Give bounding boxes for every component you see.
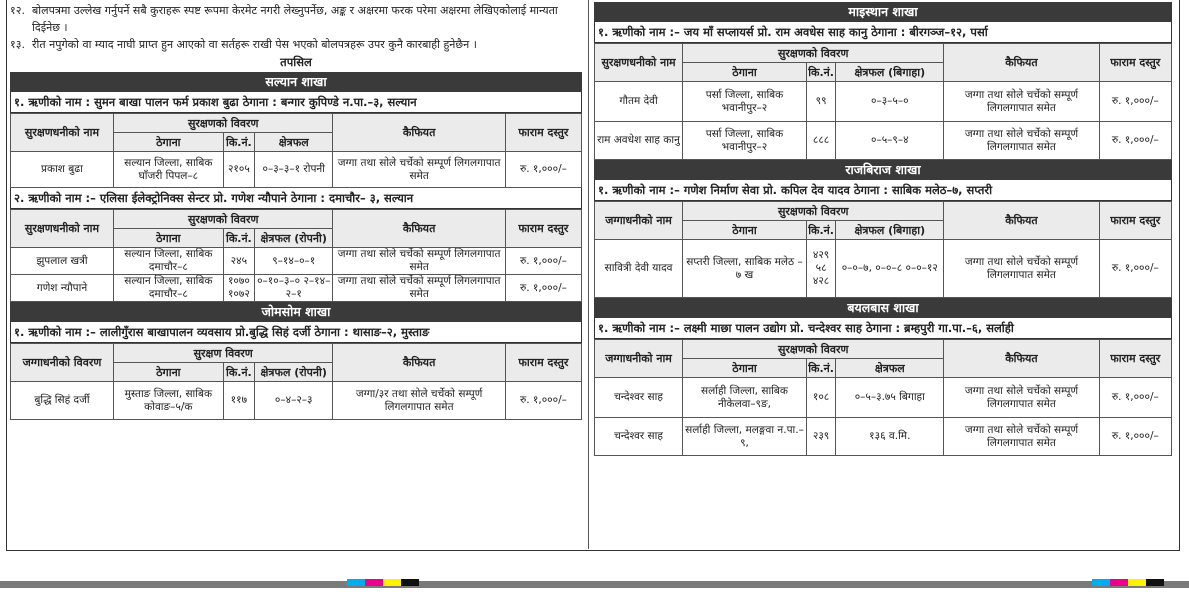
schedule-title: तपसिल: [280, 55, 312, 69]
fee-header: फाराम दस्तुर: [505, 210, 581, 248]
black-swatch: [1146, 579, 1164, 586]
area-cell: ०–४–२–३: [255, 382, 333, 420]
fee-header: फाराम दस्तुर: [1099, 202, 1171, 240]
fee-cell: रु. १,०००/–: [1099, 122, 1171, 160]
owner-cell: चन्देश्वर साह: [595, 378, 683, 418]
area-header: क्षेत्रफल (बिगाहा): [836, 221, 944, 240]
magenta-swatch: [1110, 579, 1128, 586]
kitta-header: कि.नं.: [806, 359, 835, 378]
remarks-cell: जग्गा तथा सोले चर्चेको सम्पूर्ण लिगलगापात समेत: [944, 240, 1099, 298]
owner-cell: चन्देश्वर साह: [595, 418, 683, 456]
owner-cell: सावित्री देवी यादव: [595, 240, 683, 298]
table-row: [11, 275, 582, 302]
term-text: रीत नपुगेको वा म्याद नाघी प्राप्त हुन आएको वा सर्तहरू राखी पेस भएको बोलपत्रहरू उपर कुनै कारबाही हुनेछैन ।: [32, 38, 477, 51]
term-number: १२.: [10, 4, 25, 17]
yellow-swatch: [1128, 579, 1146, 586]
area-header: क्षेत्रफल: [836, 359, 944, 378]
remarks-header: कैफियत: [333, 114, 505, 152]
branch-heading: जोमसोम शाखा: [10, 302, 582, 322]
term-text: बोलपत्रमा उल्लेख गर्नुपर्ने सबै कुराहरू स्पष्ट रूपमा केरमेट नगरी लेख्नुपर्नेछ, अङ्क र अक्षरमा फरक परेमा अक्षरमा लेखिएकोलाई मान्यता दिईनेछ ।: [32, 4, 558, 34]
kitta-cell: १०७० १०७२: [223, 275, 254, 302]
owner-header: सुरक्षणधनीको नाम: [11, 210, 114, 248]
table-header-row: [595, 202, 1172, 221]
remarks-cell: जग्गा तथा सोले चर्चेको सम्पूर्ण लिगलगापात समेत: [944, 378, 1099, 418]
collateral-table: [10, 209, 582, 302]
kitta-header: कि.नं.: [223, 133, 254, 152]
area-cell: १३६ व.मि.: [836, 418, 944, 456]
owner-header: सुरक्षणधनीको नाम: [595, 44, 683, 82]
remarks-cell: जग्गा तथा सोले चर्चेको सम्पूर्ण लिगलगापात समेत: [944, 122, 1099, 160]
address-cell: सर्लाही जिल्ला, साबिक नीकेलवा–९ङ,: [683, 378, 807, 418]
fee-cell: रु. १,०००/–: [1099, 240, 1171, 298]
address-header: ठेगाना: [683, 63, 807, 82]
collateral-table: [594, 339, 1172, 456]
owner-cell: गौतम देवी: [595, 82, 683, 122]
kitta-cell: ४२९ ५८ ४२८: [806, 240, 835, 298]
area-cell: ०–१०–३–० २–१४–२–१: [255, 275, 333, 302]
terms-list: [10, 2, 582, 53]
address-cell: सल्यान जिल्ला, साबिक दमाचौर–८: [113, 248, 223, 275]
fee-cell: रु. १,०००/–: [1099, 378, 1171, 418]
detail-header: सुरक्षणको विवरण: [683, 340, 944, 359]
owner-cell: झुपलाल खत्री: [11, 248, 114, 275]
area-cell: ०–३–५–०: [836, 82, 944, 122]
table-header-row: [11, 114, 582, 133]
table-row: [11, 382, 582, 420]
branch-heading: सल्यान शाखा: [10, 72, 582, 92]
borrower-line: १. ऋणीको नाम : सुमन बाखा पालन फर्म प्रकाश बुढा ठेगाना : बन्गार कुपिण्डे न.पा.–३, सल्यान: [10, 92, 582, 113]
owner-header: जग्गाधनीको नाम: [595, 340, 683, 378]
kitta-cell: ८८८: [806, 122, 835, 160]
yellow-swatch: [383, 579, 401, 586]
collateral-table: [10, 343, 582, 420]
magenta-swatch: [365, 579, 383, 586]
left-branches: [10, 72, 582, 420]
address-cell: सर्लाही जिल्ला, मलङ्गवा न.पा.–९,: [683, 418, 807, 456]
detail-header: सुरक्षणको विवरण: [683, 44, 944, 63]
fee-header: फाराम दस्तुर: [505, 344, 581, 382]
detail-header: सुरक्षण विवरण: [113, 344, 332, 363]
address-cell: सप्तरी जिल्ला, साबिक मलेठ –७ ख: [683, 240, 807, 298]
table-row: [595, 122, 1172, 160]
collateral-table: [594, 201, 1172, 298]
column-divider: [588, 0, 589, 549]
kitta-cell: ९९: [806, 82, 835, 122]
remarks-cell: जग्गा/३र तथा सोले चर्चेको सम्पूर्ण लिगलगापात समेत: [333, 382, 505, 420]
address-cell: पर्सा जिल्ला, साबिक भवानीपुर–२: [683, 82, 807, 122]
area-cell: ०–५–९–४: [836, 122, 944, 160]
address-header: ठेगाना: [113, 363, 223, 382]
area-cell: ०–५–३.७५ बिगाहा: [836, 378, 944, 418]
kitta-header: कि.नं.: [223, 229, 254, 248]
fee-cell: रु. १,०००/–: [505, 275, 581, 302]
address-header: ठेगाना: [683, 221, 807, 240]
address-header: ठेगाना: [683, 359, 807, 378]
borrower-line: २. ऋणीको नाम :– एलिसा ईलेक्ट्रोनिक्स सेन्टर प्रो. गणेश न्यौपाने ठेगाना : दमाचौर– ३, सल्यान: [10, 188, 582, 209]
color-registration-marks: [347, 579, 419, 586]
owner-cell: प्रकाश बुढा: [11, 152, 114, 188]
kitta-cell: ११७: [223, 382, 254, 420]
branch-heading: बयलबास शाखा: [594, 298, 1172, 318]
detail-header: सुरक्षणको विवरण: [113, 114, 332, 133]
branch-heading: माइस्थान शाखा: [594, 2, 1172, 22]
term-item: [10, 2, 582, 36]
remarks-cell: जग्गा तथा सोले चर्चेको सम्पूर्ण लिगलगापात समेत: [333, 248, 505, 275]
remarks-cell: जग्गा तथा सोले चर्चेको सम्पूर्ण लिगलगापात समेत: [333, 275, 505, 302]
fee-header: फाराम दस्तुर: [1099, 44, 1171, 82]
term-number: १३.: [10, 38, 25, 51]
table-row: [595, 82, 1172, 122]
kitta-header: कि.नं.: [806, 63, 835, 82]
kitta-cell: १०८: [806, 378, 835, 418]
color-registration-marks: [1092, 579, 1164, 586]
table-header-row: [11, 344, 582, 363]
address-header: ठेगाना: [113, 229, 223, 248]
area-cell: ०–३–३–१ रोपनी: [255, 152, 333, 188]
area-cell: ०–०–७, ०–०–८ ०–०–१२: [836, 240, 944, 298]
fee-cell: रु. १,०००/–: [505, 152, 581, 188]
cyan-swatch: [347, 579, 365, 586]
kitta-cell: २३९: [806, 418, 835, 456]
right-branches: [594, 2, 1172, 456]
fee-cell: रु. १,०००/–: [505, 382, 581, 420]
remarks-header: कैफियत: [333, 210, 505, 248]
kitta-cell: २१०५: [223, 152, 254, 188]
area-header: क्षेत्रफल (बिगाहा): [836, 63, 944, 82]
borrower-line: १. ऋणीको नाम :– लालीगुँरास बाखापालन व्यवसाय प्रो.बुद्धि सिहं दर्जी ठेगाना : थासाङ–२, मुस्ताङ: [10, 322, 582, 343]
table-row: [595, 240, 1172, 298]
borrower-line: १. ऋणीको नाम :– लक्ष्मी माछा पालन उद्योग प्रो. चन्देश्वर साह ठेगाना : ब्रम्हपुरी गा.पा.–६, सर्लाही: [594, 318, 1172, 339]
right-column: [594, 2, 1172, 456]
remarks-header: कैफियत: [944, 202, 1099, 240]
borrower-line: १. ऋणीको नाम :– गणेश निर्माण सेवा प्रो. कपिल देव यादव ठेगाना : साबिक मलेठ–७, सप्तरी: [594, 180, 1172, 201]
owner-cell: बुद्धि सिहं दर्जी: [11, 382, 114, 420]
owner-header: सुरक्षणधनीको नाम: [11, 114, 114, 152]
fee-cell: रु. १,०००/–: [1099, 82, 1171, 122]
address-cell: मुस्ताङ जिल्ला, साबिक कोवाङ–५/क: [113, 382, 223, 420]
address-cell: सल्यान जिल्ला, साबिक दमाचौर–८: [113, 275, 223, 302]
fee-header: फाराम दस्तुर: [505, 114, 581, 152]
collateral-table: [594, 43, 1172, 160]
remarks-cell: जग्गा तथा सोले चर्चेको सम्पूर्ण लिगलगापात समेत: [333, 152, 505, 188]
left-column: [10, 2, 582, 420]
address-cell: सल्यान जिल्ला, साबिक घाँजरी पिपल–८: [113, 152, 223, 188]
owner-cell: राम अवधेश साह कानु: [595, 122, 683, 160]
table-row: [595, 418, 1172, 456]
kitta-header: कि.नं.: [223, 363, 254, 382]
remarks-cell: जग्गा तथा सोले चर्चेको सम्पूर्ण लिगलगापात समेत: [944, 82, 1099, 122]
bottom-color-bar: [0, 581, 1189, 588]
cyan-swatch: [1092, 579, 1110, 586]
remarks-header: कैफियत: [333, 344, 505, 382]
area-cell: ९–१४–०–१: [255, 248, 333, 275]
area-header: क्षेत्रफल: [255, 133, 333, 152]
kitta-header: कि.नं.: [806, 221, 835, 240]
table-header-row: [595, 44, 1172, 63]
remarks-cell: जग्गा तथा सोले चर्चेको सम्पूर्ण लिगलगापात समेत: [944, 418, 1099, 456]
kitta-cell: २४५: [223, 248, 254, 275]
area-header: क्षेत्रफल (रोपनी): [255, 229, 333, 248]
table-row: [11, 248, 582, 275]
detail-header: सुरक्षणको विवरण: [113, 210, 332, 229]
table-row: [11, 152, 582, 188]
table-header-row: [11, 210, 582, 229]
borrower-line: १. ऋणीको नाम :– जय माँ सप्लायर्स प्रो. राम अवधेस साह कानु ठेगाना : बीरगञ्ज–१२, पर्सा: [594, 22, 1172, 43]
remarks-header: कैफियत: [944, 340, 1099, 378]
term-item: [10, 36, 582, 53]
owner-cell: गणेश न्यौपाने: [11, 275, 114, 302]
fee-cell: रु. १,०००/–: [1099, 418, 1171, 456]
fee-cell: रु. १,०००/–: [505, 248, 581, 275]
black-swatch: [401, 579, 419, 586]
area-header: क्षेत्रफल (रोपनी): [255, 363, 333, 382]
remarks-header: कैफियत: [944, 44, 1099, 82]
address-header: ठेगाना: [113, 133, 223, 152]
detail-header: सुरक्षणको विवरण: [683, 202, 944, 221]
fee-header: फाराम दस्तुर: [1099, 340, 1171, 378]
address-cell: पर्सा जिल्ला, साबिक भवानीपुर–२: [683, 122, 807, 160]
table-header-row: [595, 340, 1172, 359]
table-row: [595, 378, 1172, 418]
owner-header: जग्गाधनीको विवरण: [11, 344, 114, 382]
branch-heading: राजबिराज शाखा: [594, 160, 1172, 180]
owner-header: जग्गाधनीको नाम: [595, 202, 683, 240]
collateral-table: [10, 113, 582, 188]
